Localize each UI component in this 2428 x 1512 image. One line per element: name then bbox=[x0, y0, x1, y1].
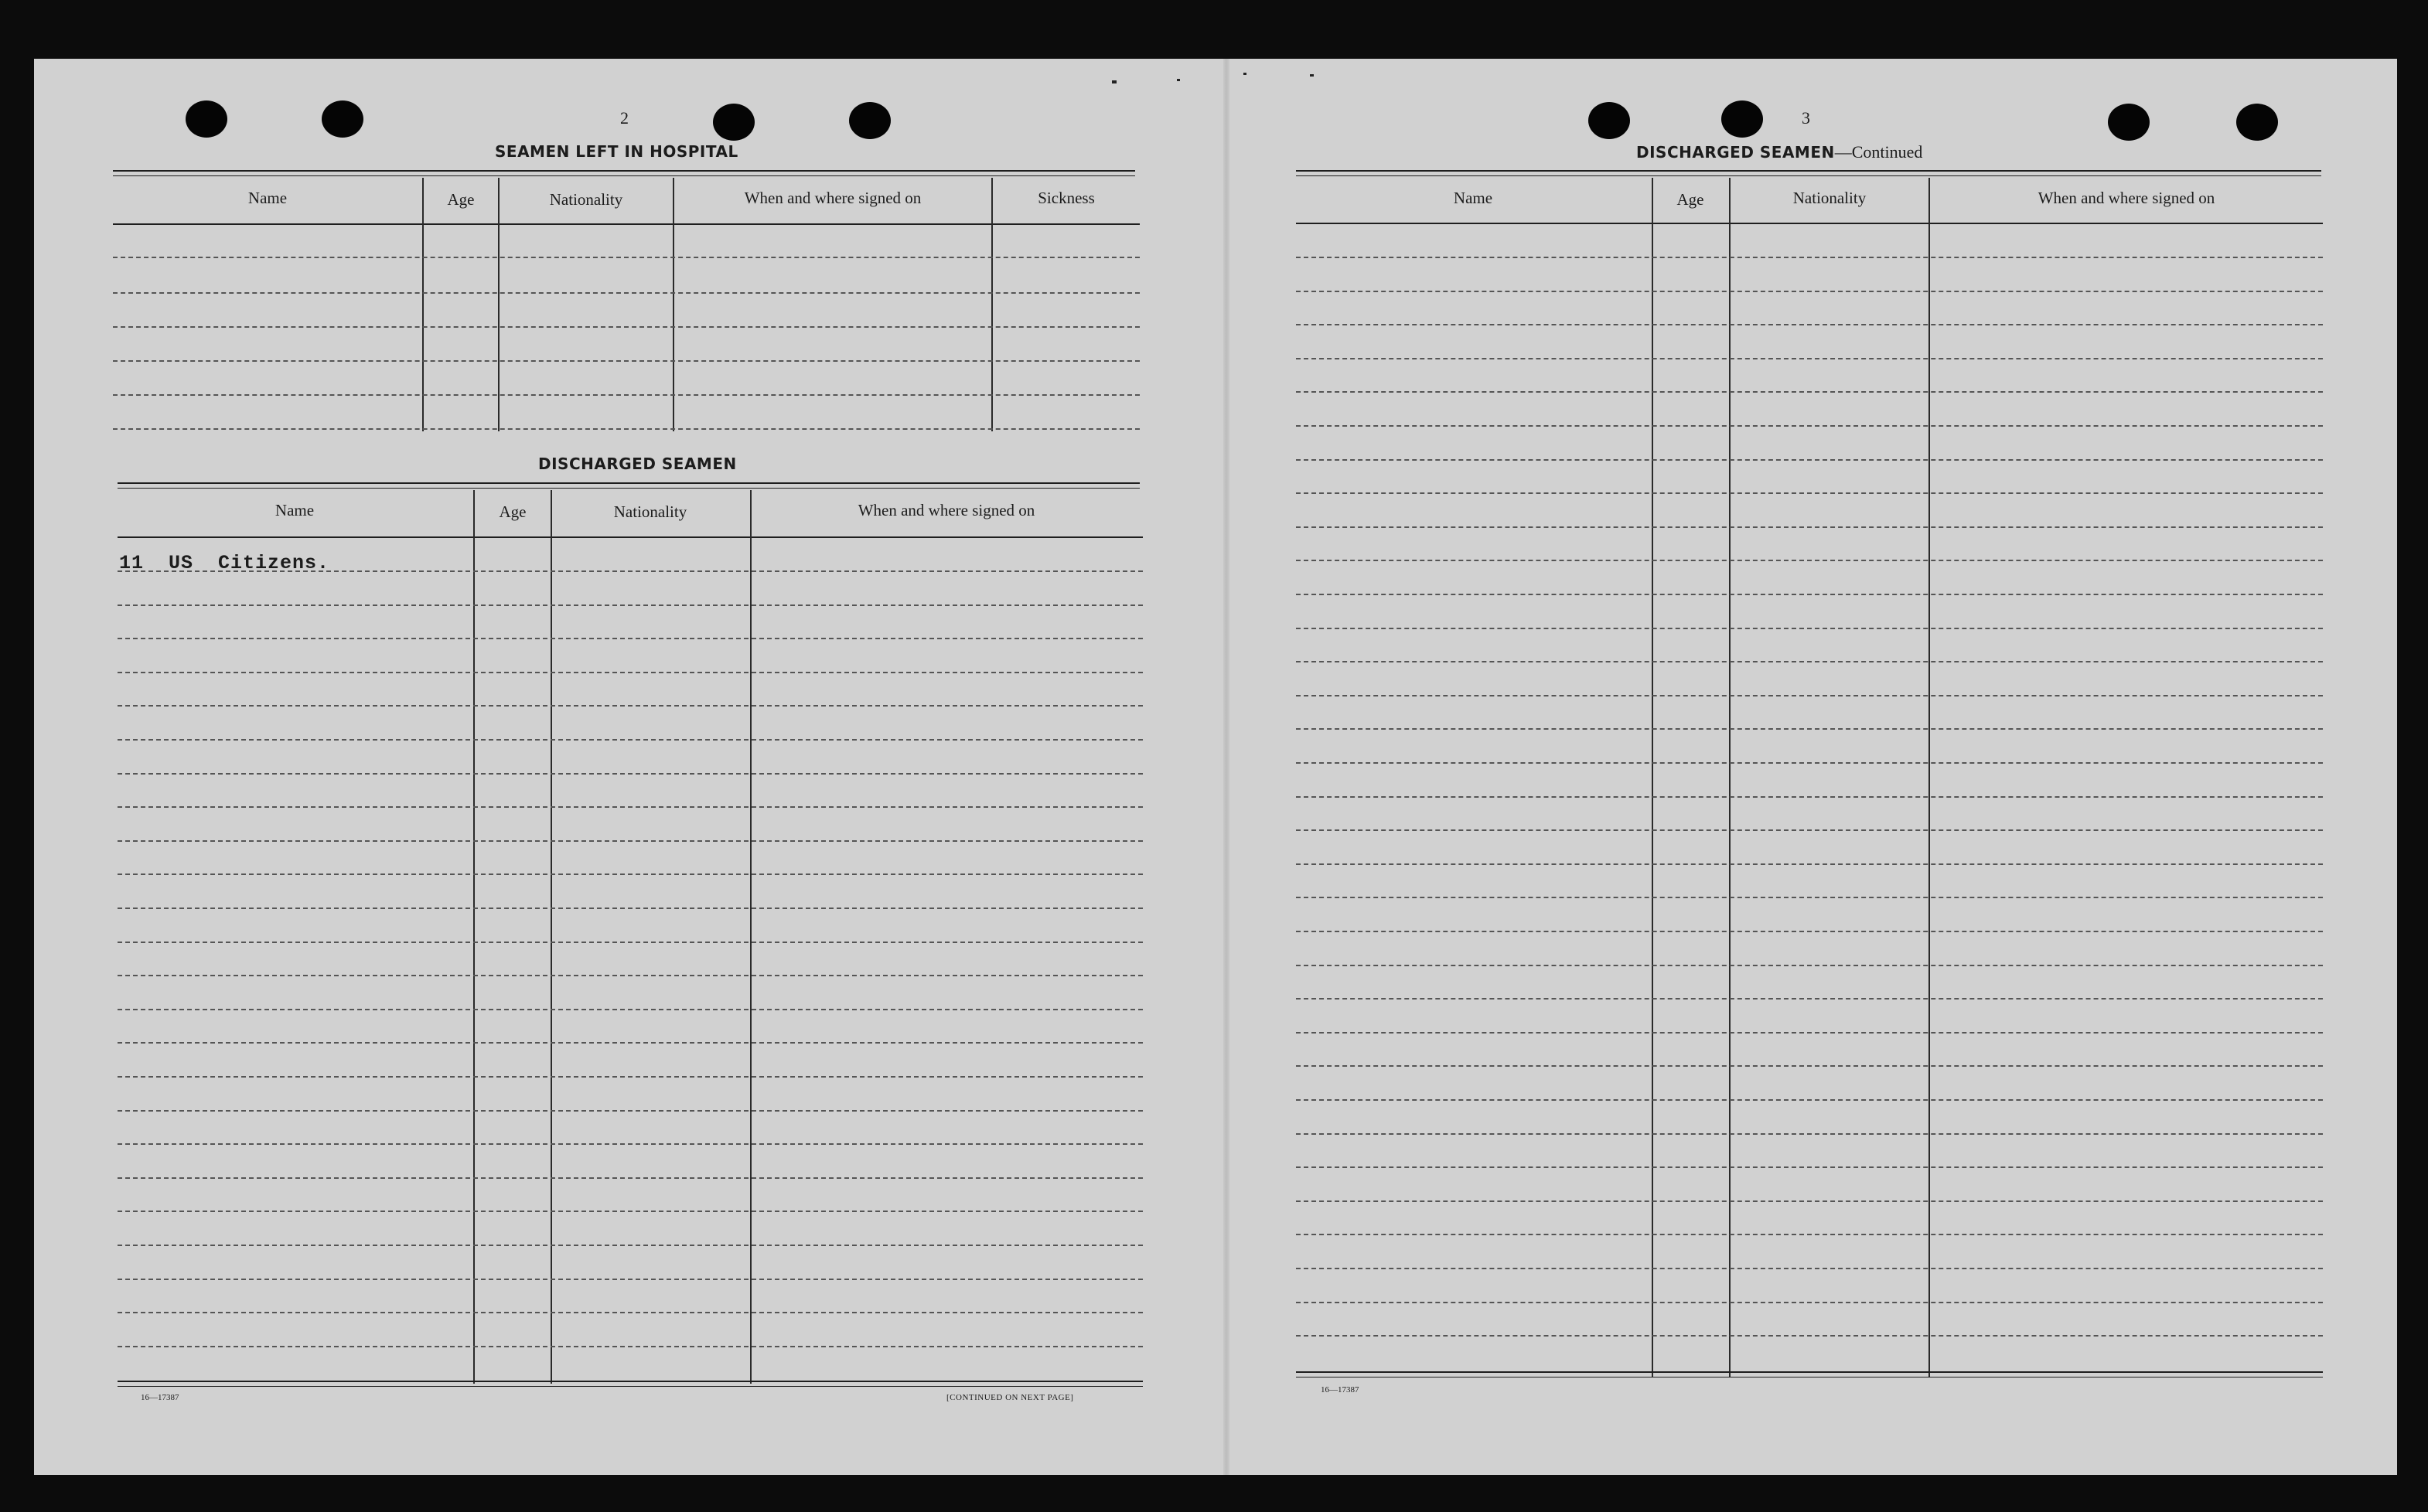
hospital-row-line bbox=[113, 360, 1140, 362]
right-header-age: Age bbox=[1676, 190, 1704, 209]
hospital-header-sickness: Sickness bbox=[1038, 189, 1095, 207]
row-line bbox=[1296, 661, 2323, 662]
punch-hole bbox=[2236, 104, 2278, 141]
row-line bbox=[1296, 1065, 2323, 1067]
row-line bbox=[118, 1042, 1143, 1044]
hospital-section-title: SEAMEN LEFT IN HOSPITAL bbox=[495, 142, 738, 161]
row-line bbox=[1296, 1234, 2323, 1235]
row-line bbox=[1296, 897, 2323, 898]
row-line bbox=[118, 773, 1143, 775]
row-line bbox=[118, 1143, 1143, 1145]
hospital-header-nationality: Nationality bbox=[549, 190, 623, 209]
row-line bbox=[1296, 829, 2323, 831]
row-line bbox=[118, 1211, 1143, 1212]
discharged-column-divider bbox=[473, 490, 475, 1384]
row-line bbox=[1296, 492, 2323, 494]
discharged-header-rule bbox=[118, 536, 1143, 538]
row-line bbox=[1296, 1335, 2323, 1337]
punch-hole bbox=[1721, 100, 1763, 138]
hospital-row-line bbox=[113, 394, 1140, 396]
row-line bbox=[1296, 425, 2323, 427]
right-header-nationality: Nationality bbox=[1792, 189, 1867, 207]
row-line bbox=[1296, 391, 2323, 393]
row-line bbox=[1296, 1166, 2323, 1168]
discharged-header-nationality: Nationality bbox=[613, 502, 687, 521]
page-number: 2 bbox=[620, 108, 629, 128]
row-line bbox=[1296, 1200, 2323, 1202]
right-header-name: Name bbox=[1453, 189, 1493, 207]
hospital-row-line bbox=[113, 257, 1140, 258]
row-line bbox=[1296, 594, 2323, 595]
page-fold bbox=[1223, 59, 1229, 1475]
continued-note: [CONTINUED ON NEXT PAGE] bbox=[946, 1393, 1074, 1402]
row-line bbox=[1296, 1032, 2323, 1034]
typed-entry: 11 US Citizens. bbox=[119, 552, 330, 574]
discharged-header-name: Name bbox=[275, 501, 315, 519]
hospital-column-divider bbox=[991, 178, 993, 431]
discharged-column-divider bbox=[750, 490, 752, 1384]
hospital-row-line bbox=[113, 428, 1140, 430]
row-line bbox=[118, 942, 1143, 943]
discharged-top-rule bbox=[118, 482, 1140, 489]
punch-hole bbox=[849, 102, 891, 139]
row-line bbox=[1296, 560, 2323, 561]
row-line bbox=[118, 1279, 1143, 1280]
ink-mark bbox=[1177, 79, 1180, 81]
form-number: 16—17387 bbox=[1321, 1385, 1359, 1395]
row-line bbox=[1296, 324, 2323, 325]
row-line bbox=[1296, 695, 2323, 696]
row-line bbox=[118, 672, 1143, 673]
row-line bbox=[1296, 358, 2323, 359]
hospital-header-rule bbox=[113, 223, 1140, 225]
row-line bbox=[118, 840, 1143, 842]
ink-mark bbox=[1310, 74, 1314, 77]
punch-hole bbox=[1588, 102, 1630, 139]
punch-hole bbox=[2108, 104, 2150, 141]
row-line bbox=[118, 570, 1143, 572]
row-line bbox=[1296, 762, 2323, 764]
document-sheet bbox=[34, 59, 2397, 1475]
row-line bbox=[118, 1312, 1143, 1313]
row-line bbox=[1296, 965, 2323, 966]
row-line bbox=[1296, 728, 2323, 730]
right-bottom-rule bbox=[1296, 1371, 2323, 1377]
discharged-header-age: Age bbox=[499, 502, 527, 521]
row-line bbox=[1296, 796, 2323, 798]
continued-suffix: —Continued bbox=[1834, 142, 1923, 162]
hospital-column-divider bbox=[422, 178, 424, 431]
row-line bbox=[118, 873, 1143, 875]
discharged-column-divider bbox=[551, 490, 552, 1384]
row-line bbox=[118, 908, 1143, 909]
row-line bbox=[1296, 1302, 2323, 1303]
right-header-signed-on: When and where signed on bbox=[2038, 189, 2215, 207]
discharged-continued-title-main: DISCHARGED SEAMEN bbox=[1636, 143, 1835, 162]
hospital-row-line bbox=[113, 326, 1140, 328]
right-top-rule bbox=[1296, 170, 2321, 176]
ink-mark bbox=[1112, 80, 1117, 83]
row-line bbox=[118, 1076, 1143, 1078]
hospital-column-divider bbox=[673, 178, 674, 431]
row-line bbox=[118, 975, 1143, 976]
hospital-top-rule bbox=[113, 170, 1135, 176]
row-line bbox=[1296, 931, 2323, 932]
hospital-header-age: Age bbox=[447, 190, 475, 209]
row-line bbox=[1296, 1133, 2323, 1135]
row-line bbox=[1296, 526, 2323, 528]
discharged-bottom-rule bbox=[118, 1381, 1143, 1387]
row-line bbox=[1296, 998, 2323, 999]
row-line bbox=[118, 705, 1143, 707]
row-line bbox=[118, 1346, 1143, 1347]
discharged-continued-title bbox=[1636, 142, 1922, 162]
page-number: 3 bbox=[1802, 108, 1810, 128]
row-line bbox=[118, 1245, 1143, 1246]
row-line bbox=[1296, 1099, 2323, 1101]
row-line bbox=[1296, 459, 2323, 461]
hospital-row-line bbox=[113, 292, 1140, 294]
punch-hole bbox=[713, 104, 755, 141]
row-line bbox=[118, 1009, 1143, 1010]
hospital-header-name: Name bbox=[247, 189, 288, 207]
row-line bbox=[118, 806, 1143, 808]
row-line bbox=[118, 604, 1143, 606]
row-line bbox=[1296, 257, 2323, 258]
row-line bbox=[1296, 863, 2323, 865]
punch-hole bbox=[322, 100, 363, 138]
form-number: 16—17387 bbox=[141, 1393, 179, 1402]
hospital-header-signed-on: When and where signed on bbox=[744, 189, 922, 207]
row-line bbox=[118, 1110, 1143, 1112]
row-line bbox=[118, 1177, 1143, 1179]
discharged-section-title: DISCHARGED SEAMEN bbox=[538, 455, 737, 473]
row-line bbox=[1296, 1268, 2323, 1269]
row-line bbox=[118, 739, 1143, 741]
discharged-header-signed-on: When and where signed on bbox=[858, 501, 1035, 519]
row-line bbox=[1296, 291, 2323, 292]
right-header-rule bbox=[1296, 223, 2323, 224]
row-line bbox=[118, 638, 1143, 639]
punch-hole bbox=[186, 100, 227, 138]
ink-mark bbox=[1243, 73, 1246, 75]
row-line bbox=[1296, 628, 2323, 629]
hospital-column-divider bbox=[498, 178, 500, 431]
